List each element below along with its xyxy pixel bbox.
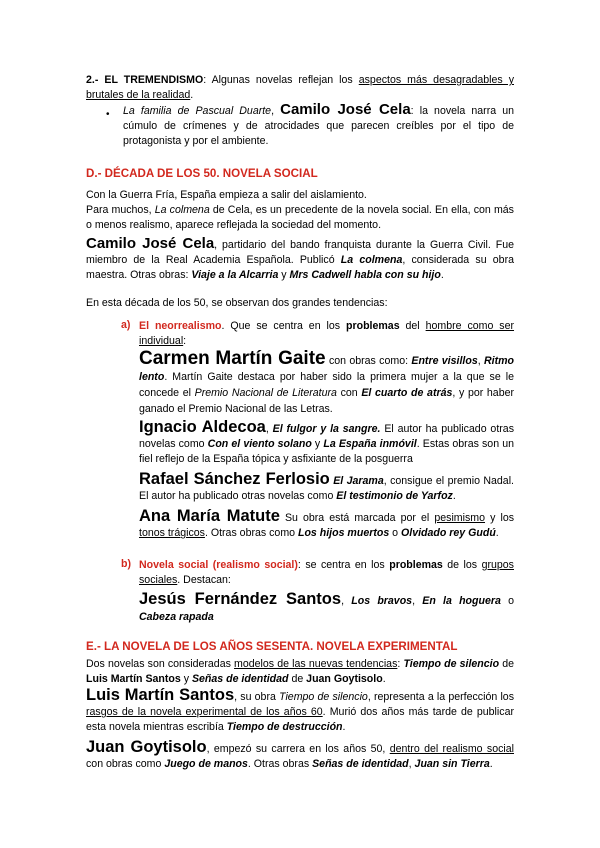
author-entry-ferlosio: Rafael Sánchez Ferlosio El Jarama, consigue el premio Nadal. El autor ha publicado otras novelas como El testimonio de Yarfoz. — [139, 470, 514, 503]
author-name: Rafael Sánchez Ferlosio — [139, 470, 330, 488]
underlined-phrase: aspectos más desagradables y brutales de la realidad — [86, 74, 514, 102]
paragraph-dos-novelas: Dos novelas son consideradas modelos de las nuevas tendencias: Tiempo de silencio de Luis Martín Santos y Señas de identidad de Juan Goytisolo. — [86, 658, 514, 686]
section-tremendismo: 2.- EL TREMENDISMO: Algunas novelas reflejan los aspectos más desagradables y brutales de la realidad. — [86, 74, 514, 102]
paragraph-martin-santos: Luis Martín Santos, su obra Tiempo de silencio, representa a la perfección los rasgos de la novela experimental de los años 60. Murió dos años más tarde de publicar esta novela mientras escribía Tiempo de destrucción. — [86, 686, 514, 734]
section-label: 2.- EL TREMENDISMO — [86, 74, 204, 86]
author-name: Luis Martín Santos — [86, 686, 235, 704]
author-name: Camilo José Cela — [280, 101, 411, 118]
section-heading-e: E.- LA NOVELA DE LOS AÑOS SESENTA. NOVELA EXPERIMENTAL — [86, 640, 458, 653]
list-marker-b: b) — [121, 558, 131, 570]
author-name: Ignacio Aldecoa — [139, 418, 266, 436]
author-entry-fernandez-santos: Jesús Fernández Santos, Los bravos, En la hoguera o Cabeza rapada — [139, 590, 514, 623]
work-title: La familia de Pascual Duarte — [123, 105, 272, 117]
author-entry-matute: Ana María Matute Su obra está marcada por el pesimismo y los tonos trágicos. Otras obras como Los hijos muertos o Olvidado rey Gudú. — [139, 507, 515, 540]
tendency-neorrealismo: El neorrealismo. Que se centra en los problemas del hombre como ser individual: — [139, 320, 515, 348]
author-entry-aldecoa: Ignacio Aldecoa, El fulgor y la sangre. El autor ha publicado otras novelas como Con el viento solano y La España inmóvil. Estas obras son un fiel reflejo de la España tópica y asfixiante de la posguerra — [139, 418, 514, 466]
author-name: Juan Goytisolo — [86, 738, 207, 756]
author-name: Carmen Martín Gaite — [139, 348, 326, 369]
author-name: Camilo José Cela — [86, 235, 215, 252]
list-marker-a: a) — [121, 319, 131, 331]
paragraph-cela: Camilo José Cela, partidario del bando franquista durante la Guerra Civil. Fue miembro de la Real Academia Española. Publicó La colmena, considerada su obra maestra. Otras obras: Viaje a la Alcarria y Mrs Cadwell habla con su hijo. — [86, 235, 514, 282]
author-name: Jesús Fernández Santos — [139, 590, 342, 608]
author-name: Ana María Matute — [139, 507, 280, 525]
section-heading-d: D.- DÉCADA DE LOS 50. NOVELA SOCIAL — [86, 167, 318, 180]
paragraph-guerra-fria: Con la Guerra Fría, España empieza a salir del aislamiento. Para muchos, La colmena de Cela, es un precedente de la novela social. En ella, con más o menos realismo, aparece reflejada la sociedad del momento. — [86, 189, 514, 232]
bullet-item-pascual-duarte: La familia de Pascual Duarte, Camilo José Cela: la novela narra un cúmulo de crímenes y de atrocidades que parecen creíbles por el tipo de protagonista y por el ambiente. — [123, 101, 514, 147]
bullet-icon: • — [106, 109, 110, 120]
tendency-novela-social: Novela social (realismo social): se centra en los problemas de los grupos sociales. Destacan: — [139, 559, 514, 587]
paragraph-tendencias: En esta década de los 50, se observan dos grandes tendencias: — [86, 297, 388, 309]
author-entry-gaite: Carmen Martín Gaite con obras como: Entre visillos, Ritmo lento. Martín Gaite destaca por haber sido la primera mujer a la que se le concede el Premio Nacional de Literatura con El cuarto de atrás, y por haber ganado el Premio Nacional de las Letras. — [139, 348, 515, 415]
paragraph-goytisolo: Juan Goytisolo, empezó su carrera en los años 50, dentro del realismo social con obras como Juego de manos. Otras obras Señas de identidad, Juan sin Tierra. — [86, 738, 514, 771]
